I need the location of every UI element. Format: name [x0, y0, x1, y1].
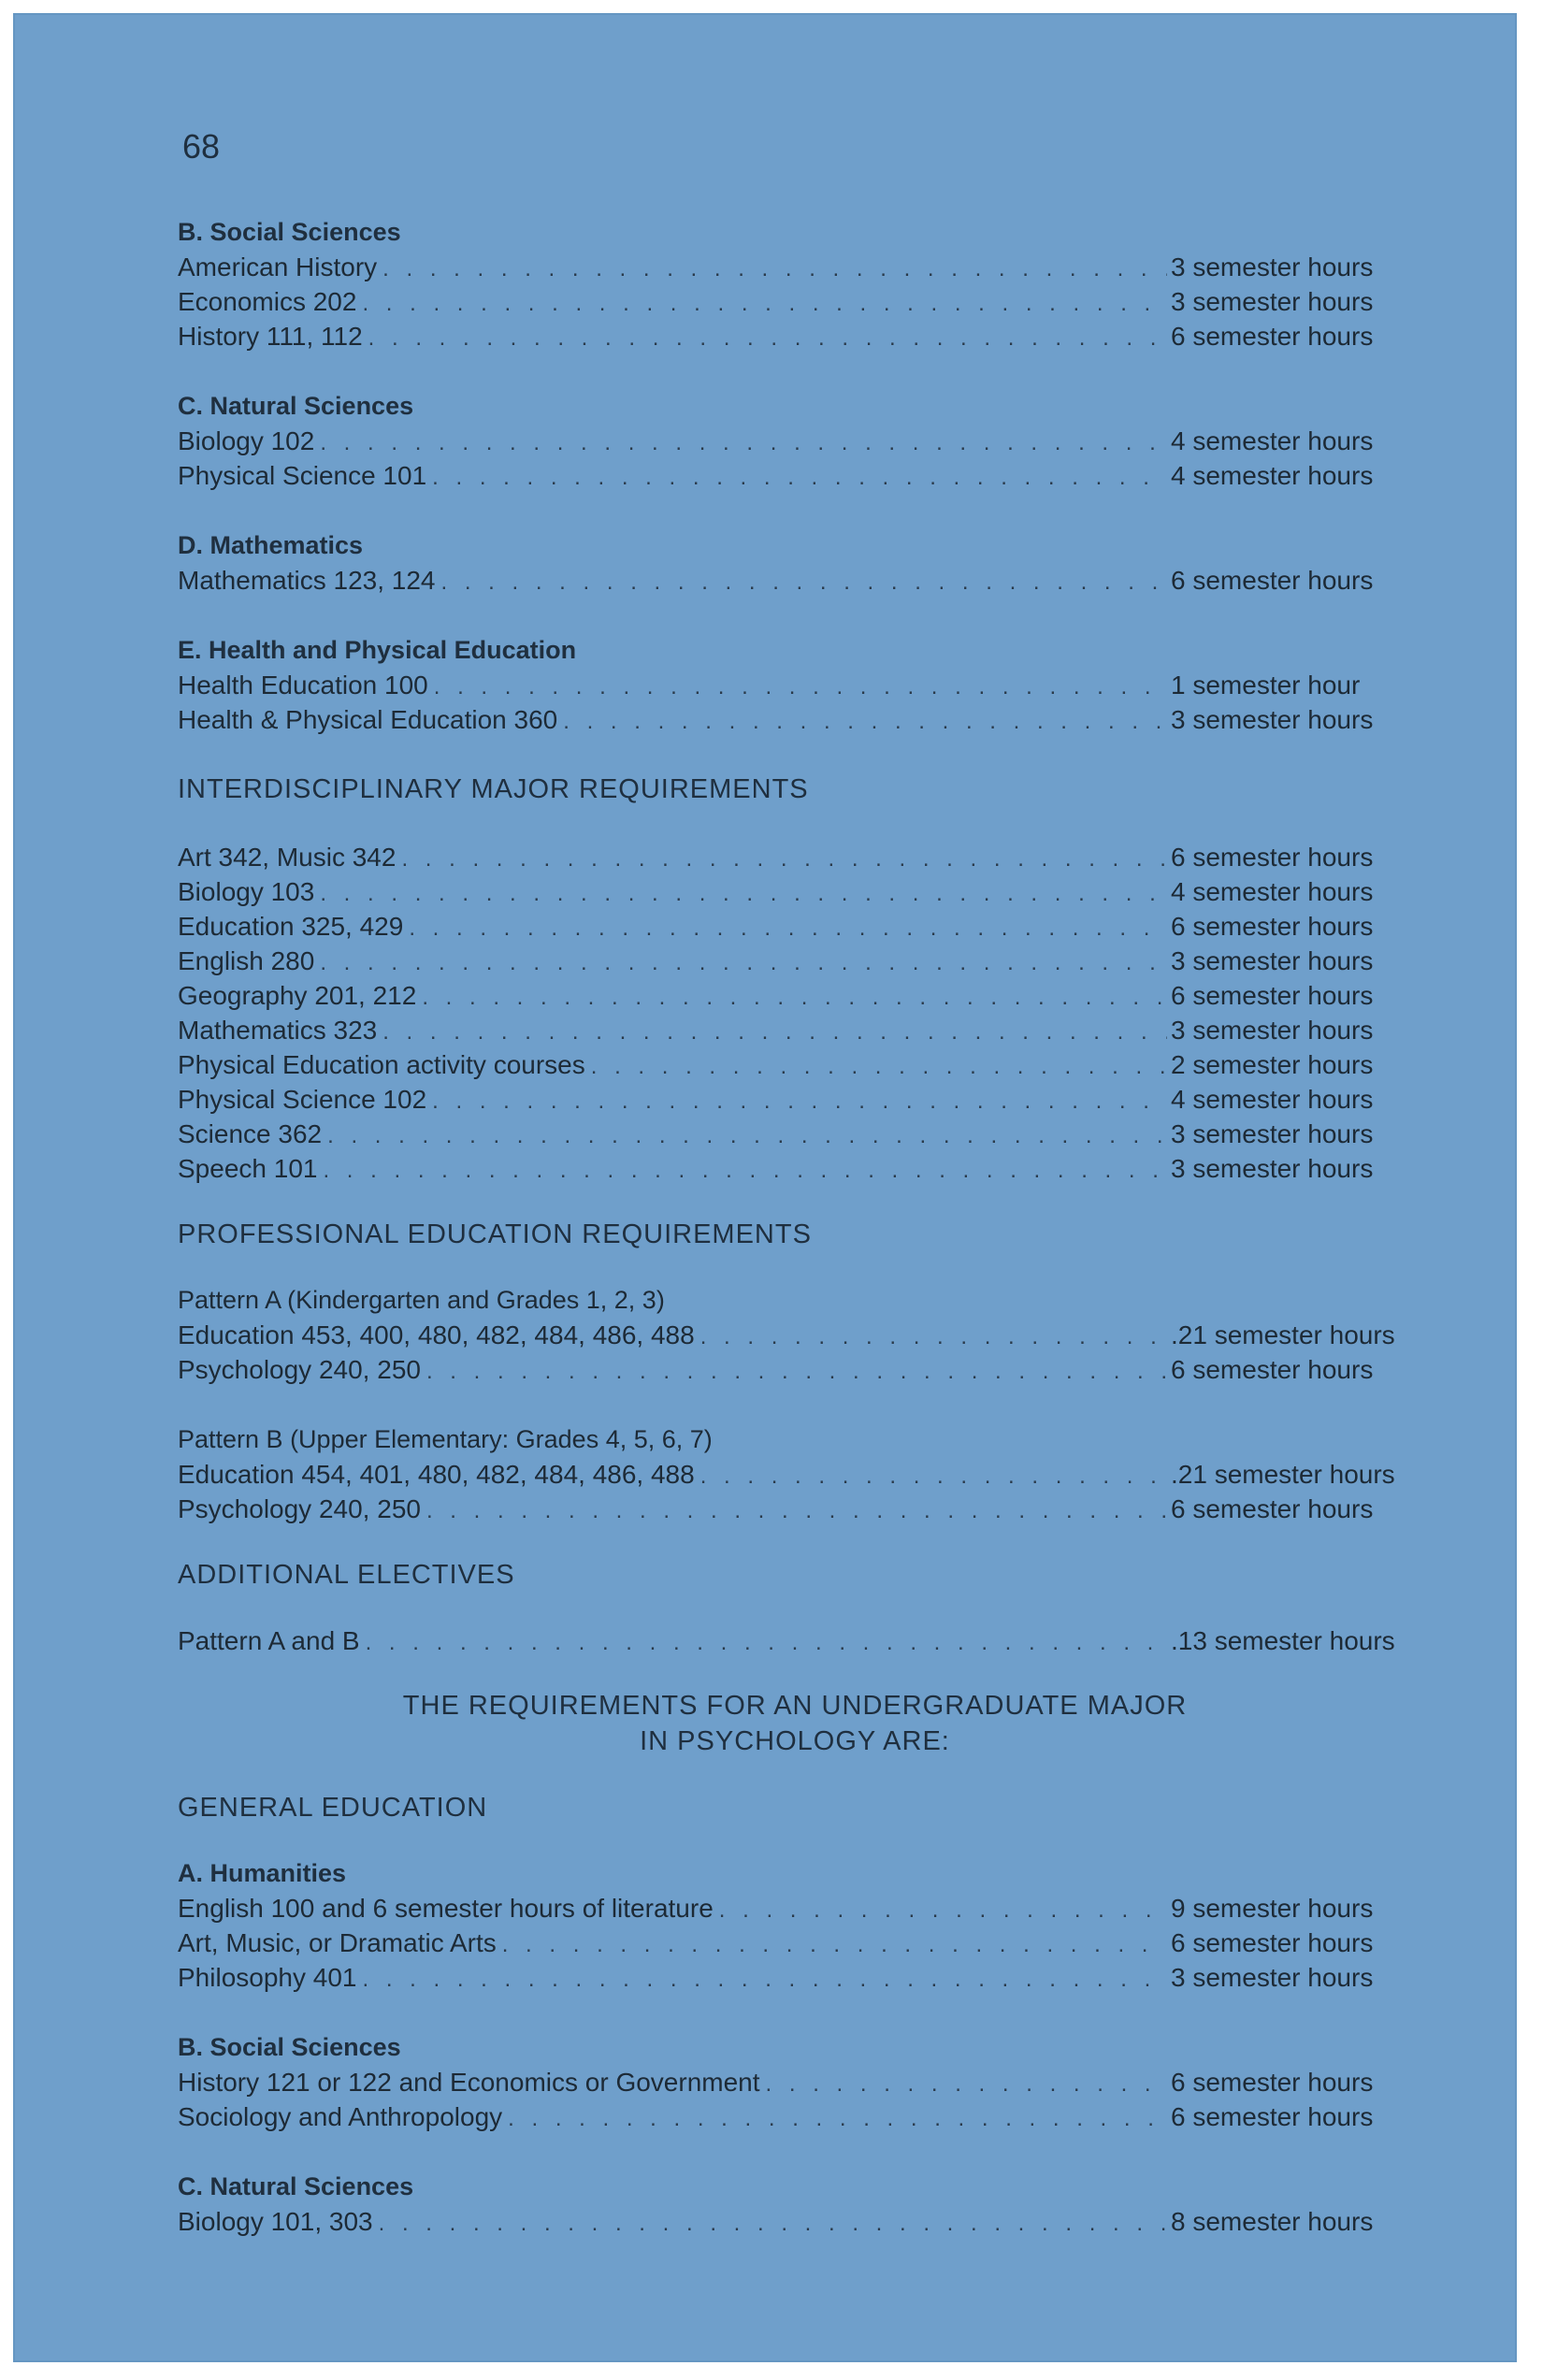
course-line [178, 1352, 1412, 1387]
course-name: History 111, 112 [178, 322, 363, 351]
leader-dots [382, 1015, 1167, 1049]
leader-dots [426, 1354, 1167, 1389]
course-hours: .21 semester hours [1171, 1460, 1395, 1489]
leader-dots [323, 1153, 1167, 1188]
leader-dots [719, 1893, 1167, 1927]
leader-dots [700, 1320, 1167, 1354]
course-hours: .13 semester hours [1171, 1626, 1395, 1655]
course-name: English 100 and 6 semester hours of literature [178, 1894, 714, 1923]
category-heading: C. Natural Sciences [178, 392, 414, 420]
leader-dots [422, 980, 1167, 1015]
course-line [178, 944, 1412, 978]
course-line [178, 1492, 1412, 1526]
requirement-group [178, 528, 1412, 598]
course-hours: .21 semester hours [1171, 1320, 1395, 1349]
leader-dots [320, 876, 1167, 911]
leader-dots [366, 1625, 1167, 1660]
leader-dots [508, 2101, 1167, 2136]
course-line [178, 1117, 1412, 1151]
category-heading: B. Social Sciences [178, 218, 401, 246]
leader-dots [327, 1118, 1167, 1153]
course-line [178, 1623, 1412, 1658]
title-line-1: THE REQUIREMENTS FOR AN UNDERGRADUATE MAJOR [402, 1691, 1188, 1721]
course-name: Physical Science 102 [178, 1085, 427, 1114]
category-heading: E. Health and Physical Education [178, 636, 577, 664]
course-hours: 6 semester hours [1171, 1494, 1374, 1523]
course-name: Sociology and Anthropology [178, 2102, 503, 2131]
course-hours: 8 semester hours [1171, 2207, 1374, 2236]
course-name: Science 362 [178, 1119, 323, 1148]
course-hours: 6 semester hours [1171, 843, 1374, 872]
course-name: Biology 101, 303 [178, 2207, 373, 2236]
leader-dots [432, 1084, 1167, 1118]
leader-dots [320, 426, 1167, 460]
course-line [178, 909, 1412, 944]
section-heading-professional: PROFESSIONAL EDUCATION REQUIREMENTS [178, 1219, 812, 1249]
leader-dots [563, 704, 1167, 739]
leader-dots [401, 842, 1167, 876]
course-name: Biology 103 [178, 877, 315, 906]
course-name: Geography 201, 212 [178, 981, 417, 1010]
leader-dots [502, 1927, 1167, 1962]
course-line [178, 1318, 1412, 1352]
course-line [178, 424, 1412, 458]
course-line [178, 458, 1412, 493]
requirement-group [178, 1623, 1412, 1658]
course-name: Mathematics 123, 124 [178, 566, 436, 595]
course-hours: 2 semester hours [1171, 1050, 1374, 1079]
course-line [178, 1082, 1412, 1117]
requirement-group [178, 1856, 1412, 1995]
course-name: Physical Science 101 [178, 461, 427, 490]
leader-dots [379, 2206, 1167, 2241]
requirement-group [178, 215, 1412, 353]
category-heading: B. Social Sciences [178, 2033, 401, 2061]
course-hours: 4 semester hours [1171, 461, 1374, 490]
course-hours: 3 semester hours [1171, 1963, 1374, 1992]
course-hours: 9 semester hours [1171, 1894, 1374, 1923]
course-hours: 6 semester hours [1171, 2068, 1374, 2097]
requirement-group [178, 840, 1412, 1186]
category-heading: D. Mathematics [178, 531, 364, 559]
course-hours: 3 semester hours [1171, 1119, 1374, 1148]
course-name: Education 325, 429 [178, 912, 404, 941]
pattern-b-group [178, 1422, 1412, 1526]
course-line [178, 978, 1412, 1013]
leader-dots [382, 252, 1167, 286]
leader-dots [441, 565, 1168, 599]
course-hours: 1 semester hour [1171, 671, 1361, 700]
course-name: Education 454, 401, 480, 482, 484, 486, 488 [178, 1460, 695, 1489]
category-heading: A. Humanities [178, 1859, 347, 1887]
course-name: Health & Physical Education 360 [178, 705, 558, 734]
course-name: Art, Music, or Dramatic Arts [178, 1928, 497, 1957]
course-name: American History [178, 252, 378, 281]
course-hours: 4 semester hours [1171, 1085, 1374, 1114]
leader-dots [362, 286, 1167, 321]
catalog-page [13, 13, 1517, 2362]
course-hours: 6 semester hours [1171, 981, 1374, 1010]
course-line [178, 2065, 1412, 2099]
course-hours: 3 semester hours [1171, 1016, 1374, 1045]
pattern-a-group [178, 1283, 1412, 1387]
leader-dots [432, 460, 1167, 495]
course-hours: 6 semester hours [1171, 1928, 1374, 1957]
course-name: Biology 102 [178, 426, 315, 455]
leader-dots [320, 945, 1167, 980]
course-name: Economics 202 [178, 287, 357, 316]
course-hours: 6 semester hours [1171, 322, 1374, 351]
course-line [178, 1047, 1412, 1082]
course-name: Physical Education activity courses [178, 1050, 585, 1079]
course-line [178, 874, 1412, 909]
course-hours: 3 semester hours [1171, 705, 1374, 734]
course-hours: 4 semester hours [1171, 877, 1374, 906]
course-hours: 3 semester hours [1171, 1154, 1374, 1183]
course-name: Mathematics 323 [178, 1016, 378, 1045]
leader-dots [368, 321, 1167, 355]
course-line [178, 2099, 1412, 2134]
course-line [178, 840, 1412, 874]
leader-dots [591, 1049, 1167, 1084]
course-name: English 280 [178, 946, 315, 975]
course-name: Speech 101 [178, 1154, 318, 1183]
requirement-group [178, 2030, 1412, 2134]
course-hours: 3 semester hours [1171, 946, 1374, 975]
category-heading: C. Natural Sciences [178, 2172, 414, 2200]
course-line [178, 1013, 1412, 1047]
course-name: Philosophy 401 [178, 1963, 357, 1992]
course-name: Education 453, 400, 480, 482, 484, 486, 488 [178, 1320, 695, 1349]
course-name: Health Education 100 [178, 671, 428, 700]
course-hours: 4 semester hours [1171, 426, 1374, 455]
course-line [178, 319, 1412, 353]
section-heading-electives: ADDITIONAL ELECTIVES [178, 1560, 515, 1590]
course-name: Pattern A and B [178, 1626, 360, 1655]
section-heading-interdisciplinary: INTERDISCIPLINARY MAJOR REQUIREMENTS [178, 774, 809, 804]
requirement-group [178, 389, 1412, 493]
requirement-group [178, 2170, 1412, 2239]
course-name: Art 342, Music 342 [178, 843, 397, 872]
section-heading-general-education: GENERAL EDUCATION [178, 1793, 488, 1823]
leader-dots [434, 670, 1167, 704]
course-line [178, 284, 1412, 319]
course-line [178, 563, 1412, 598]
title-line-2: IN PSYCHOLOGY ARE: [640, 1726, 950, 1756]
course-line [178, 250, 1412, 284]
page-content [178, 215, 1412, 2239]
course-hours: 6 semester hours [1171, 912, 1374, 941]
leader-dots [700, 1459, 1167, 1493]
page-number: 68 [182, 127, 221, 166]
course-name: History 121 or 122 and Economics or Government [178, 2068, 760, 2097]
course-hours: 3 semester hours [1171, 287, 1374, 316]
course-name: Psychology 240, 250 [178, 1494, 421, 1523]
leader-dots [409, 911, 1167, 945]
leader-dots [362, 1962, 1167, 1997]
pattern-label: Pattern A (Kindergarten and Grades 1, 2, 3) [178, 1286, 665, 1314]
requirement-group [178, 633, 1412, 737]
course-hours: 6 semester hours [1171, 566, 1374, 595]
course-line [178, 702, 1412, 737]
course-hours: 6 semester hours [1171, 2102, 1374, 2131]
course-line [178, 1926, 1412, 1960]
course-line [178, 2204, 1412, 2239]
course-hours: 3 semester hours [1171, 252, 1374, 281]
course-name: Psychology 240, 250 [178, 1355, 421, 1384]
leader-dots [426, 1493, 1167, 1528]
leader-dots [766, 2067, 1167, 2101]
course-line [178, 1960, 1412, 1995]
course-line [178, 1891, 1412, 1926]
psychology-major-title [178, 1688, 1412, 1759]
course-hours: 6 semester hours [1171, 1355, 1374, 1384]
course-line [178, 668, 1412, 702]
course-line [178, 1457, 1412, 1492]
pattern-label: Pattern B (Upper Elementary: Grades 4, 5, 6, 7) [178, 1425, 713, 1453]
course-line [178, 1151, 1412, 1186]
